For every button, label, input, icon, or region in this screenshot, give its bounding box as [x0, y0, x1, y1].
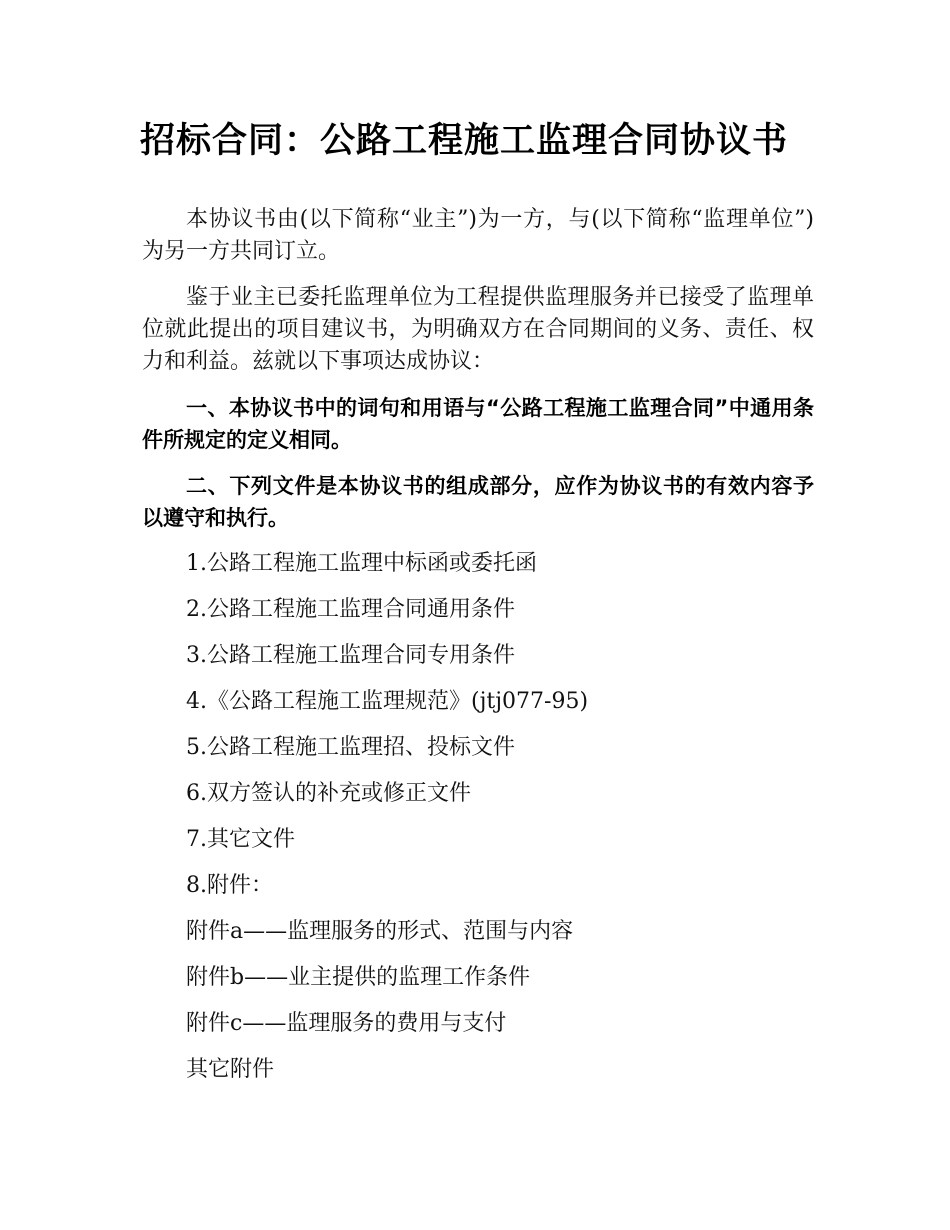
recital-paragraph: 鉴于业主已委托监理单位为工程提供监理服务并已接受了监理单位就此提出的项目建议书，为明确双方在合同期间的义务、责任、权力和利益。兹就以下事项达成协议： — [142, 285, 814, 374]
list-item: 附件b——业主提供的监理工作条件 — [186, 965, 531, 990]
document-title: 招标合同：公路工程施工监理合同协议书 — [140, 121, 789, 161]
list-item: 8.附件： — [186, 873, 273, 898]
list-item: 附件c——监理服务的费用与支付 — [186, 1011, 507, 1036]
list-item: 附件a——监理服务的形式、范围与内容 — [186, 919, 574, 944]
list-item: 7.其它文件 — [186, 827, 295, 852]
list-item: 5.公路工程施工监理招、投标文件 — [186, 735, 515, 760]
document-list — [142, 548, 814, 1086]
list-item: 4.《公路工程施工监理规范》(jtj077-95) — [186, 689, 589, 714]
list-item: 3.公路工程施工监理合同专用条件 — [186, 643, 515, 668]
clause-one: 一、本协议书中的词句和用语与“公路工程施工监理合同”中通用条件所规定的定义相同。 — [142, 396, 814, 452]
list-item: 1.公路工程施工监理中标函或委托函 — [186, 551, 537, 576]
intro-paragraph: 本协议书由(以下简称“业主”)为一方，与(以下简称“监理单位”)为另一方共同订立。 — [142, 207, 814, 264]
list-item: 2.公路工程施工监理合同通用条件 — [186, 597, 515, 622]
list-item: 6.双方签认的补充或修正文件 — [186, 781, 471, 806]
list-item: 其它附件 — [186, 1057, 275, 1082]
clause-two: 二、下列文件是本协议书的组成部分，应作为协议书的有效内容予以遵守和执行。 — [142, 474, 814, 530]
document-body — [142, 204, 814, 1100]
